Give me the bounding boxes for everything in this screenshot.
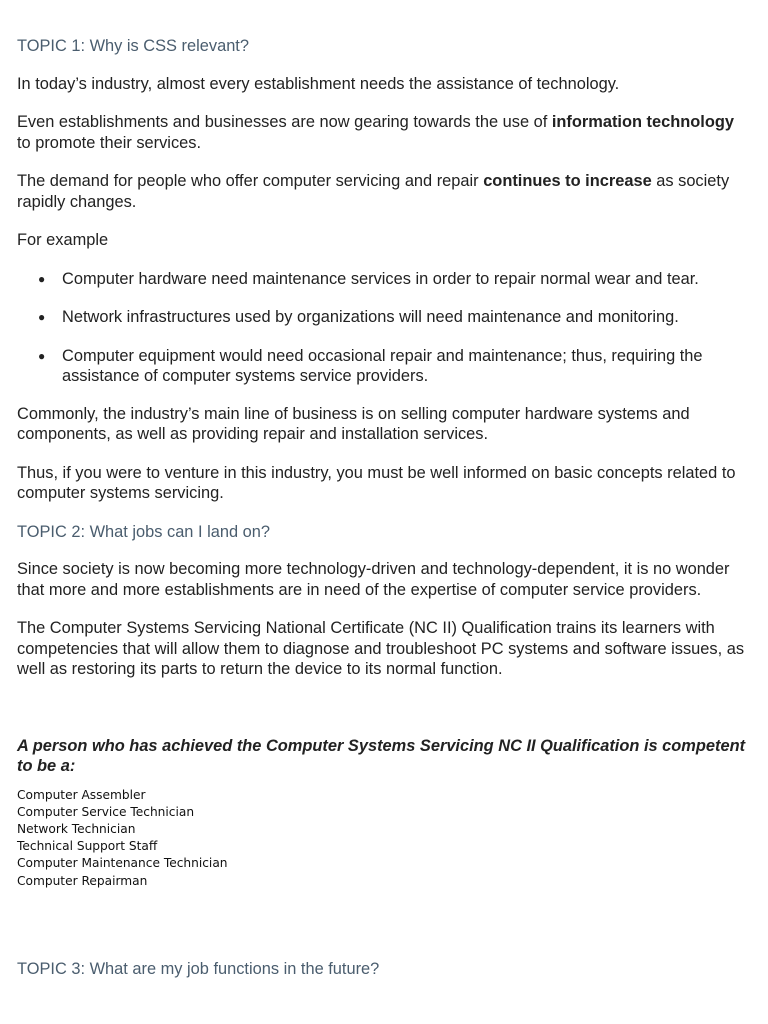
spacer — [17, 890, 752, 959]
document-body — [17, 36, 752, 996]
emphasis-text: continues to increase — [483, 172, 652, 190]
topic-1-paragraph-1: In today’s industry, almost every establishment needs the assistance of technology. — [17, 74, 620, 93]
bullet-icon: ● — [38, 271, 46, 286]
job-item: Computer Maintenance Technician — [17, 856, 228, 871]
bullet-icon: ● — [38, 310, 46, 324]
paragraph-text: to promote their services. — [17, 133, 202, 152]
list-item — [17, 307, 752, 328]
list-item-text: Computer hardware need maintenance services in order to repair normal wear and tear. — [62, 269, 699, 288]
job-item: Technical Support Staff — [17, 839, 158, 854]
list-item — [17, 346, 752, 387]
topic-2-heading: TOPIC 2: What jobs can I land on? — [17, 522, 270, 541]
topic-2-paragraph-1: Since society is now becoming more technology-driven and technology-dependent, it is no wonder that more and more establishments are in need of the expertise of computer service providers. — [17, 560, 730, 599]
qualification-lead: A person who has achieved the Computer Systems Servicing NC II Qualification is competent to be a: — [17, 736, 746, 775]
topic-1-paragraph-2 — [17, 112, 752, 153]
topic-1-paragraph-4: Commonly, the industry’s main line of business is on selling computer hardware systems and components, as well as providing repair and installation services. — [17, 404, 690, 443]
list-item-text: Network infrastructures used by organizations will need maintenance and monitoring. — [62, 308, 679, 326]
list-item — [17, 269, 752, 290]
paragraph-text: Even establishments and businesses are now gearing towards the use of — [17, 113, 552, 131]
paragraph-text: The demand for people who offer computer servicing and repair — [17, 172, 484, 190]
example-list — [17, 269, 752, 387]
emphasis-text: information technology — [551, 113, 734, 131]
spacer — [17, 698, 752, 736]
job-list — [17, 787, 752, 890]
example-label: For example — [17, 231, 109, 249]
job-item: Computer Assembler — [17, 787, 146, 802]
job-item: Computer Repairman — [17, 873, 148, 888]
bullet-icon: ● — [38, 348, 46, 363]
topic-3-heading: TOPIC 3: What are my job functions in the future? — [17, 959, 380, 978]
list-item-text: Computer equipment would need occasional repair and maintenance; thus, requiring the assistance of computer systems service providers. — [62, 346, 703, 385]
topic-1-paragraph-3 — [17, 171, 752, 212]
job-item: Computer Service Technician — [17, 804, 195, 819]
topic-1-paragraph-5: Thus, if you were to venture in this industry, you must be well informed on basic concepts related to computer systems servicing. — [17, 463, 736, 502]
topic-1-heading: TOPIC 1: Why is CSS relevant? — [17, 37, 249, 55]
topic-2-paragraph-2: The Computer Systems Servicing National Certificate (NC II) Qualification trains its learners with competencies that will allow them to diagnose and troubleshoot PC systems and software issues, as well as restoring its parts to return the device to its normal function. — [17, 619, 745, 678]
paragraph-text: as society rapidly changes. — [17, 172, 730, 211]
job-item: Network Technician — [17, 821, 136, 836]
